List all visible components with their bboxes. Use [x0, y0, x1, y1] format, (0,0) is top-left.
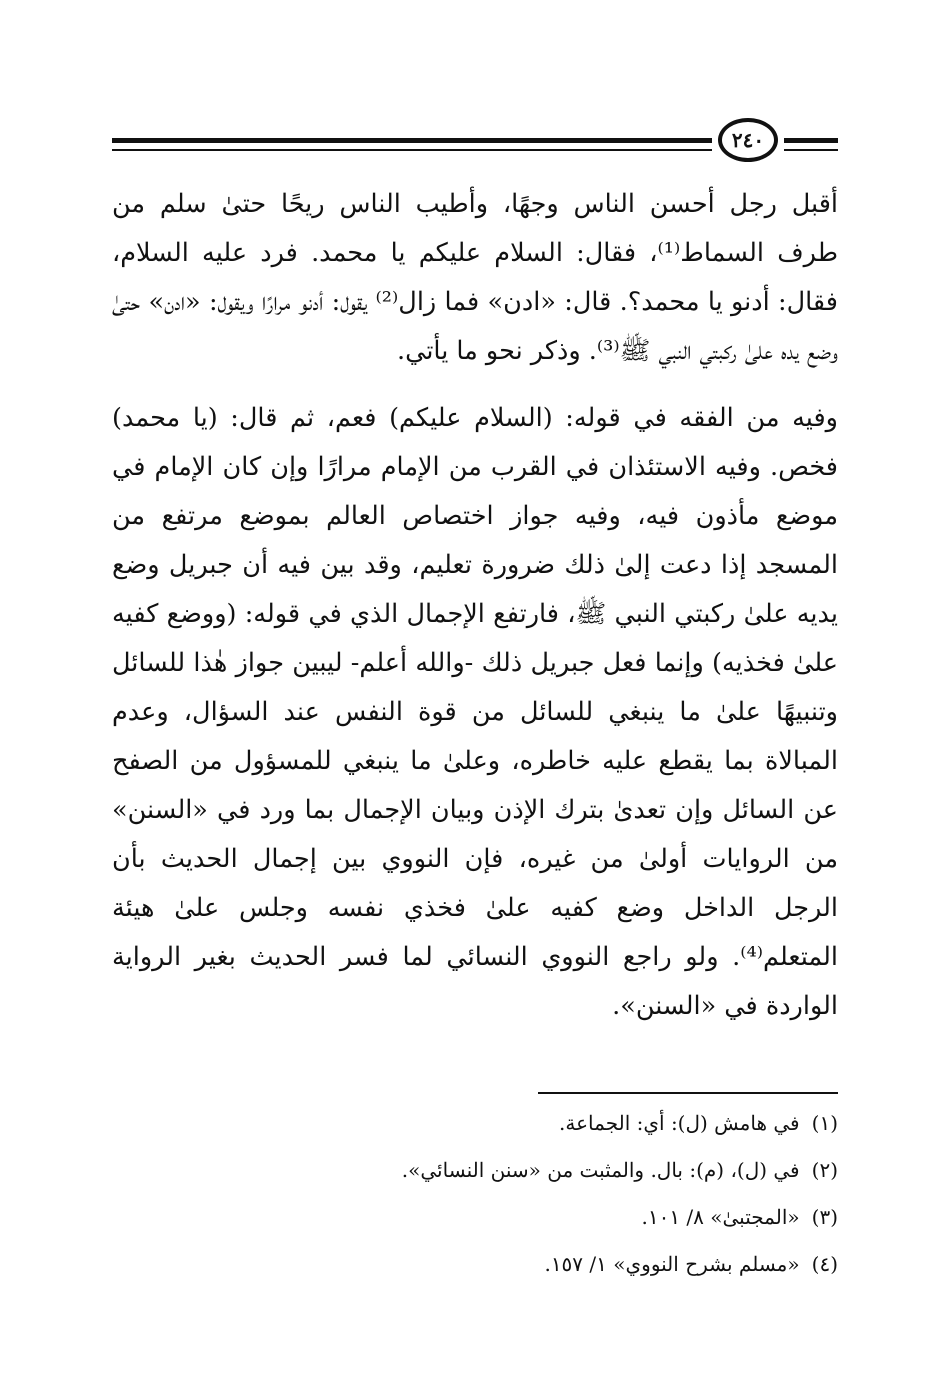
page-header	[112, 118, 838, 164]
footnote-text: «مسلم بشرح النووي» ١/ ١٥٧.	[544, 1252, 800, 1276]
footnote-text: في (ل)، (م): بال. والمثبت من «سنن النسائي».	[401, 1158, 800, 1182]
footnotes	[112, 1100, 838, 1288]
footnote-text: في هامش (ل): أي: الجماعة.	[559, 1111, 800, 1135]
header-rule-thin	[112, 149, 712, 151]
header-rule-thick-right	[784, 138, 838, 143]
footnote-number: (٢)	[811, 1158, 838, 1182]
footnote-text: «المجتبىٰ» ٨/ ١٠١.	[641, 1205, 800, 1229]
paragraph-2: وفيه من الفقه في قوله: (السلام عليكم) فعم، ثم قال: (يا محمد) فخص. وفيه الاستئذان في القرب من الإمام مرارًا وإن كان الإمام في موضع مأذون فيه، وفيه جواز اختصاص العالم بموضع مرتفع من المسجد إذا دعت إلىٰ ذلك ضرورة تعليم، وقد بين فيه أن جبريل وضع يديه علىٰ ركبتي النبي ﷺ، فارتفع الإجمال الذي في قوله: (ووضع كفيه علىٰ فخذيه) وإنما فعل جبريل ذلك -والله أعلم- ليبين جواز هٰذا للسائل وتنبيهًا علىٰ ما ينبغي للسائل من قوة النفس عند السؤال، وعدم المبالاة بما يقطع عليه خاطره، وعلىٰ ما ينبغي للمسؤول من الصفح عن السائل وإن تعدىٰ بترك الإذن وبيان الإجمال بما ورد في «السنن» من الروايات أولىٰ من غيره، فإن النووي بين إجمال الحديث بأن الرجل الداخل وضع كفيه علىٰ فخذي نفسه وجلس علىٰ هيئة المتعلم⁽⁴⁾. ولو راجع النووي النسائي لما فسر الحديث بغير الرواية الواردة في «السنن».	[112, 403, 838, 1021]
main-text	[112, 180, 838, 1031]
header-rule-thick	[112, 138, 712, 143]
page-number: ٢٤٠	[718, 118, 778, 162]
footnote-2	[112, 1147, 838, 1194]
paragraph-1: أقبل رجل أحسن الناس وجهًا، وأطيب الناس ريحًا حتىٰ سلم من طرف السماط⁽¹⁾، فقال: السلام عليكم يا محمد. فرد عليه السلام، فقال: أدنو يا محمد؟. قال: «ادن» فما زال⁽²⁾ يقول: أدنو مرارًا ويقول: «ادن» حتىٰ وضع يده علىٰ ركبتي النبي ﷺ⁽³⁾. وذكر نحو ما يأتي.	[112, 189, 838, 366]
header-rule-thin-right	[784, 149, 838, 151]
footnote-number: (٣)	[811, 1205, 838, 1229]
footnote-1	[112, 1100, 838, 1147]
footnote-separator	[538, 1092, 838, 1094]
footnote-4	[112, 1241, 838, 1288]
footnote-number: (١)	[811, 1111, 838, 1135]
footnote-number: (٤)	[811, 1252, 838, 1276]
footnote-3	[112, 1194, 838, 1241]
